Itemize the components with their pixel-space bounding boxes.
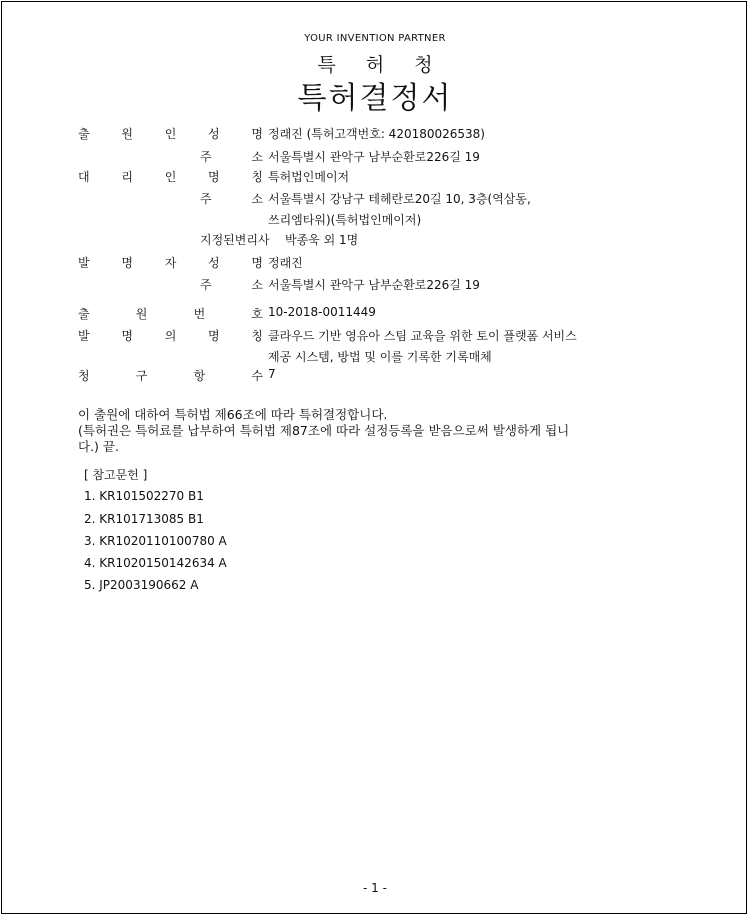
reference-item: 3. KR1020110100780 A (84, 534, 227, 548)
application-number-label: 출 원 번 호 (78, 307, 263, 321)
decision-line-1: 이 출원에 대하여 특허법 제66조에 따라 특허결정합니다. (78, 407, 388, 422)
attorney-name: 박종욱 외 1명 (285, 233, 359, 247)
invention-title-line1: 클라우드 기반 영유아 스팀 교육을 위한 토이 플랫폼 서비스 (268, 329, 577, 343)
decision-line-2: (특허권은 특허료를 납부하여 특허법 제87조에 따라 설정등록을 받음으로써 발생하게 됩니 (78, 423, 570, 438)
inventor-name: 정래진 (268, 256, 303, 270)
claims-count-label: 청 구 항 수 (78, 369, 263, 383)
reference-item: 5. JP2003190662 A (84, 578, 199, 592)
issuing-office: 특 허 청 (317, 54, 445, 76)
agent-address-line1: 서울특별시 강남구 테헤란로20길 10, 3층(역삼동, (268, 192, 531, 206)
applicant-address-label: 주 소 (200, 150, 263, 164)
reference-item: 4. KR1020150142634 A (84, 556, 227, 570)
references-heading: [ 참고문헌 ] (84, 468, 148, 482)
inventor-address-label: 주 소 (200, 278, 263, 292)
inventor-address: 서울특별시 관악구 남부순환로226길 19 (268, 278, 480, 292)
header-tagline: YOUR INVENTION PARTNER (304, 33, 446, 44)
agent-address-line2: 쓰리엠타워)(특허법인메이저) (268, 213, 422, 227)
applicant-name-label: 출 원 인 성 명 (78, 127, 263, 141)
agent-address-label: 주 소 (200, 192, 263, 206)
agent-name-label: 대 리 인 명 칭 (78, 170, 263, 184)
agent-name: 특허법인메이저 (268, 170, 350, 184)
reference-item: 2. KR101713085 B1 (84, 512, 204, 526)
applicant-name: 정래진 (특허고객번호: 420180026538) (268, 127, 485, 141)
claims-count: 7 (268, 367, 276, 381)
decision-line-3: 다.) 끝. (78, 439, 119, 454)
page-number: - 1 - (363, 881, 387, 895)
inventor-name-label: 발 명 자 성 명 (78, 256, 263, 270)
invention-title-label: 발 명 의 명 칭 (78, 329, 263, 343)
reference-item: 1. KR101502270 B1 (84, 489, 204, 503)
application-number: 10-2018-0011449 (268, 305, 376, 319)
document-title: 특허결정서 (297, 81, 453, 116)
invention-title-line2: 제공 시스템, 방법 및 이를 기록한 기록매체 (268, 350, 492, 364)
applicant-address: 서울특별시 관악구 남부순환로226길 19 (268, 150, 480, 164)
attorney-label: 지정된변리사 (200, 233, 270, 247)
